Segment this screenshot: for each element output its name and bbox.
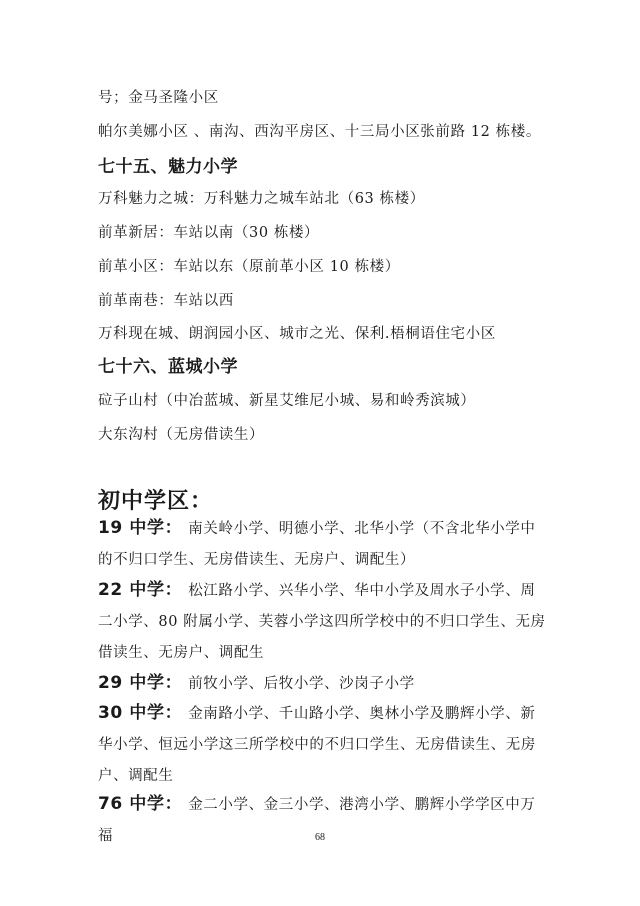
text-line: 砬子山村（中冶蓝城、新星艾维尼小城、易和岭秀滨城）: [98, 393, 476, 409]
school-entry-22: [98, 575, 548, 669]
school-entry-30: [98, 698, 548, 792]
school-name: 22 中学：: [98, 580, 183, 600]
text-line: 大东沟村（无房借读生）: [98, 427, 265, 443]
text-line: 前革新居：车站以南（30 栋楼）: [98, 225, 320, 241]
school-zone-text: 南关岭小学、明德小学、北华小学（不含北华小学中的不归口学生、无房借读生、无房户、调配生）: [98, 521, 536, 568]
school-entry-19: [98, 513, 548, 576]
school-entry-29: [98, 668, 548, 700]
school-name: 76 中学：: [98, 794, 183, 814]
text-line: 前革南巷：车站以西: [98, 293, 234, 309]
text-line: 前革小区：车站以东（原前革小区 10 栋楼）: [98, 259, 400, 275]
section-heading-76: 七十六、蓝城小学: [98, 357, 238, 377]
section-heading-75: 七十五、魅力小学: [98, 157, 238, 177]
school-zone-text: 金南路小学、千山路小学、奥林小学及鹏辉小学、新华小学、恒远小学这三所学校中的不归口学生、无房借读生、无房户、调配生: [98, 706, 536, 784]
school-name: 30 中学：: [98, 703, 183, 723]
text-line: 万科魅力之城：万科魅力之城车站北（63 栋楼）: [98, 191, 425, 207]
school-name: 29 中学：: [98, 673, 183, 693]
text-line: 号；金马圣隆小区: [98, 90, 219, 106]
school-name: 19 中学：: [98, 518, 183, 538]
school-zone-text: 松江路小学、兴华小学、华中小学及周水子小学、周二小学、80 附属小学、芙蓉小学这四所学校中的不归口学生、无房借读生、无房户、调配生: [98, 583, 546, 661]
school-zone-text: 金二小学、金三小学、港湾小学、鹏辉小学学区中万福: [98, 797, 536, 844]
middle-school-heading: 初中学区：: [98, 489, 214, 514]
text-line: 帕尔美娜小区 、南沟、西沟平房区、十三局小区张前路 12 栋楼。: [98, 124, 541, 140]
text-line: 万科现在城、朗润园小区、城市之光、保利.梧桐语住宅小区: [98, 326, 496, 342]
school-zone-text: 前牧小学、后牧小学、沙岗子小学: [188, 676, 415, 692]
page-number: 68: [315, 832, 325, 843]
